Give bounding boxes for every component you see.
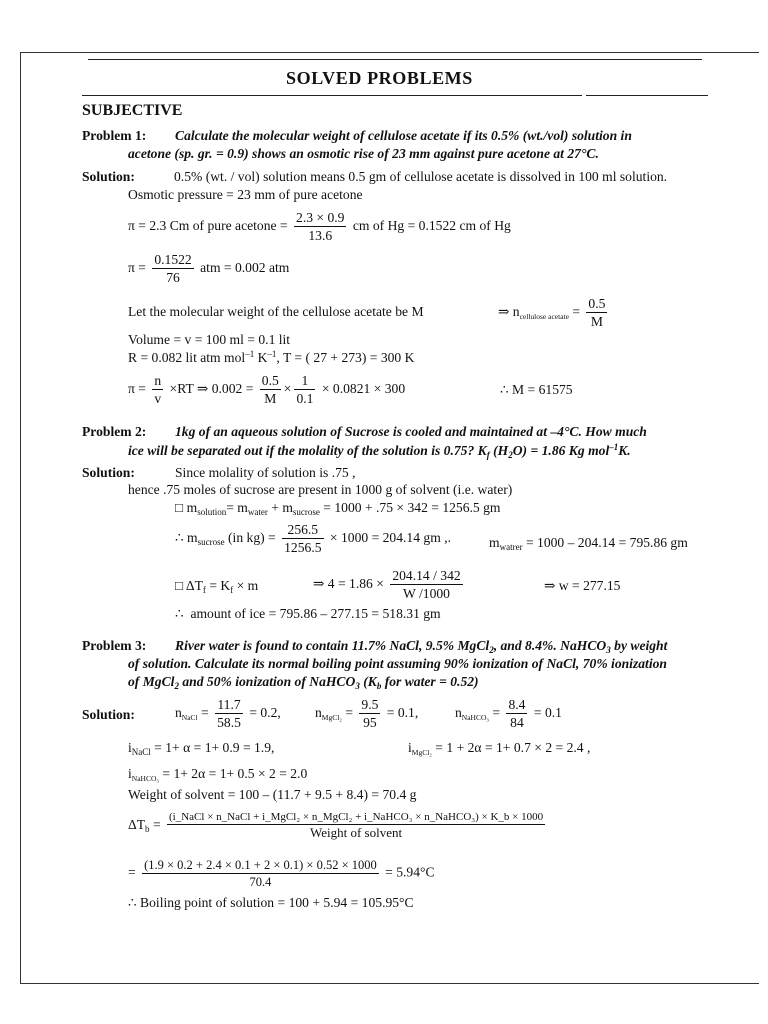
osmotic-pressure-cm-equation <box>128 210 511 243</box>
solution-2-line1: Since molality of solution is .75 , <box>175 465 356 480</box>
eq-text: π = 2.3 Cm of pure acetone = <box>128 217 288 233</box>
fraction: $\frac{0.5}{M}$ <box>261 373 279 407</box>
n-nacl-equation: $n_{NaCl}$ = $\frac{11.7}{58.5}$ = 0.2, <box>175 697 281 731</box>
problem-2-question-line2: ice will be separated out if the molality of the solution is 0.75? $K_f$ $(H_2O) = 1.86$ Kg mol$^{-1}$K. <box>128 442 631 460</box>
fraction: $\frac{204.14 / 342}{W /1000}$ <box>392 568 461 602</box>
molecular-weight-assumption: Let the molecular weight of the cellulose acetate be M <box>128 304 424 319</box>
solvent-weight-line: Weight of solvent = 100 – (11.7 + 9.5 + 8.4) = 70.4 g <box>128 787 417 802</box>
fraction: $\frac{256.5}{1256.5}$ <box>284 522 322 556</box>
water-mass-equation: $m_{watrer} = 1000 - 204.14 = 795.86$ gm <box>489 535 688 552</box>
fraction: $\frac{1}{0.1}$ <box>296 373 314 407</box>
solution-1-label: Solution: <box>82 169 135 184</box>
molality-equation: ⇒ 4 = 1.86 × $\frac{204.14 / 342}{W /1000}$ <box>313 568 461 602</box>
solution-3-label: Solution: <box>82 707 135 722</box>
problem-3-question-line1: River water is found to contain 11.7% NaCl, 9.5% MgCl$_2$, and 8.4%. NaHCO$_3$ by weight <box>175 638 668 655</box>
fraction: (i_NaCl × n_NaCl + i_MgCl₂ × n_MgCl₂ + i_NaHCO₃ × n_NaHCO₃) × K_b × 1000 Weight of solvent <box>169 811 544 841</box>
sucrose-mass-equation: ∴ $m_{sucrose}$ (in kg) = $\frac{256.5}{1256.5}$ × 1000 = 204.14 gm ,. <box>175 522 451 556</box>
fraction: $\frac{11.7}{58.5}$ <box>217 697 241 731</box>
page-title: SOLVED PROBLEMS <box>286 68 473 88</box>
i-mgcl2-equation: $i_{MgCl_2} = 1 + 2\alpha = 1+ 0.7 \times 2 = 2.4$ , <box>408 740 591 757</box>
problem-3-question-line2: of solution. Calculate its normal boiling point assuming 90% ionization of NaCl, 70% ionization <box>128 656 667 671</box>
boiling-elevation-calculation: = $\frac{(1.9 \times 0.2 + 2.4 \times 0.1 + 2 \times 0.1) \times 0.52 \times 1000}{70.4}$ = 5.94°C <box>128 858 435 889</box>
solution-mass-equation: □ $m_{solution}= m_{water} + m_{sucrose} = 1000 + .75 \times 342 = 1256.5$ gm <box>175 500 501 517</box>
problem-2-label: Problem 2: <box>82 424 147 439</box>
eq-text: atm = 0.002 atm <box>200 259 290 275</box>
water-weight-result: ⇒ w = 277.15 <box>544 578 621 593</box>
fraction: $\frac{0.1522}{76}$ <box>154 252 192 286</box>
volume-line: Volume = v = 100 ml = 0.1 lit <box>128 332 291 347</box>
freezing-point-equation: □ $\Delta T_f = K_f \times m$ <box>175 578 259 595</box>
fraction: $\frac{8.4}{84}$ <box>508 697 526 731</box>
ice-amount-line: ∴ amount of ice = 795.86 – 277.15 = 518.31 gm <box>175 606 441 621</box>
fraction: $\frac{n}{v}$ <box>154 373 162 407</box>
fraction: $\frac{0.5}{M}$ <box>588 296 606 330</box>
problem-1-result: ∴ M = 61575 <box>500 382 573 397</box>
title-rule-left <box>82 95 582 96</box>
title-rule-right <box>586 95 708 96</box>
eq-text: cm of Hg = 0.1522 cm of Hg <box>352 217 511 233</box>
problem-2-question-line1: 1kg of an aqueous solution of Sucrose is cooled and maintained at –4°C. How much <box>175 424 647 439</box>
section-heading: SUBJECTIVE <box>82 102 183 119</box>
eq-text: π = <box>128 259 146 275</box>
solution-2-label: Solution: <box>82 465 135 480</box>
fraction: $\frac{2.3 \times 0.9}{13.6}$ <box>296 210 345 244</box>
n-nahco3-equation: $n_{NaHCO_3}$ = $\frac{8.4}{84}$ = 0.1 <box>455 697 562 731</box>
boiling-point-result: ∴ Boiling point of solution = 100 + 5.94 = 105.95°C <box>128 895 414 910</box>
i-nacl-equation: $i_{NaCl} = 1+ \alpha = 1+ 0.9 = 1.9$, <box>128 740 275 757</box>
top-rule <box>88 59 702 60</box>
osmotic-equation-final: π = $\frac{n}{v}$ ×RT ⇒ 0.002 = $\frac{0.5}{M}$ × $\frac{1}{0.1}$ × 0.0821 × 300 <box>128 373 406 407</box>
solution-2-line2: hence .75 moles of sucrose are present in 1000 g of solvent (i.e. water) <box>128 482 513 497</box>
n-mgcl2-equation: $n_{MgCl_2}$ = $\frac{9.5}{95}$ = 0.1, <box>315 697 419 731</box>
i-nahco3-equation: $i_{NaHCO_3} = 1+ 2\alpha = 1+ 0.5 \times 2 = 2.0$ <box>128 766 308 783</box>
osmotic-pressure-atm-equation <box>128 252 289 285</box>
moles-equation: ⇒ $n_{cellulose acetate}$ = $\frac{0.5}{M}$ <box>498 296 606 330</box>
problem-3-question-line3: of MgCl$_2$ and 50% ionization of NaHCO$_3$ ($K_b$ for water = 0.52) <box>128 674 479 691</box>
gas-constant-line: R = 0.082 lit atm mol$^{-1}$ $K^{-1}$, T = ( 27 + 273) = 300 K <box>128 349 415 365</box>
problem-3-label: Problem 3: <box>82 638 147 653</box>
problem-1-question-line2: acetone (sp. gr. = 0.9) shows an osmotic rise of 23 mm against pure acetone at 27°C. <box>128 146 599 161</box>
fraction: $\frac{9.5}{95}$ <box>361 697 379 731</box>
fraction: $\frac{(1.9 \times 0.2 + 2.4 \times 0.1 + 2 \times 0.1) \times 0.52 \times 1000}{70.4}$ <box>144 858 377 889</box>
solution-1-line2: Osmotic pressure = 23 mm of pure acetone <box>128 187 363 202</box>
solution-1-line1: 0.5% (wt. / vol) solution means 0.5 gm of cellulose acetate is dissolved in 100 ml solution. <box>174 169 668 184</box>
boiling-elevation-formula: $\Delta T_b$ = (i_NaCl × n_NaCl + i_MgCl₂ × n_MgCl₂ + i_NaHCO₃ × n_NaHCO₃) × K_b × 1000 Weight of solvent <box>128 811 544 841</box>
problem-1-question-line1: Calculate the molecular weight of cellulose acetate if its 0.5% (wt./vol) solution in <box>175 128 632 143</box>
problem-1-label: Problem 1: <box>82 128 147 143</box>
